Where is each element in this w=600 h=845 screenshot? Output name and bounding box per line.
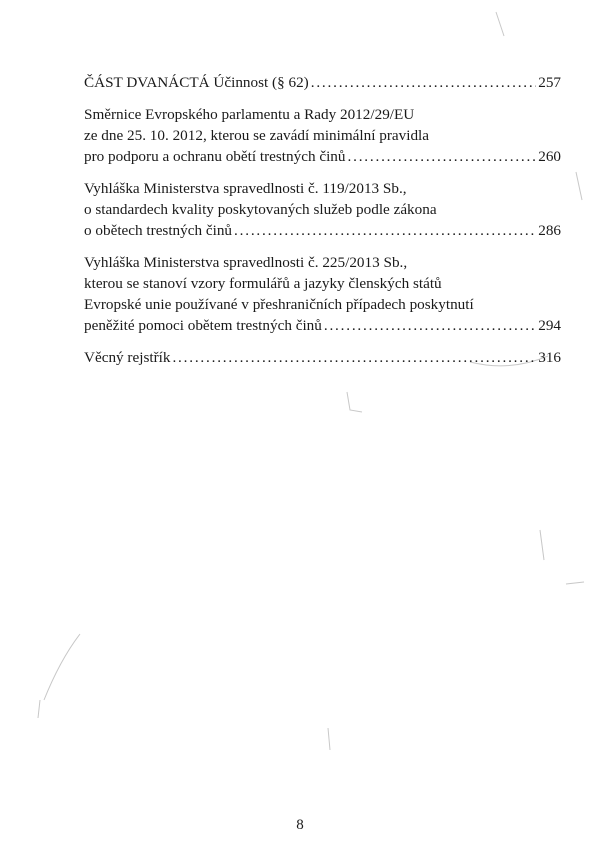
toc-entry-last-line bbox=[84, 146, 561, 167]
toc-entry-line: Vyhláška Ministerstva spravedlnosti č. 225/2013 Sb., bbox=[84, 254, 408, 271]
toc-page-number: 316 bbox=[538, 349, 561, 366]
dot-leader bbox=[234, 220, 536, 241]
toc-entry-line: o standardech kvality poskytovaných služeb podle zákona bbox=[84, 201, 437, 218]
toc-entry-title: o obětech trestných činů bbox=[84, 222, 233, 239]
toc-entry-line: ze dne 25. 10. 2012, kterou se zavádí minimální pravidla bbox=[84, 127, 429, 144]
dot-leader bbox=[311, 72, 536, 93]
toc-entry-vyhlaska-119-2013 bbox=[84, 178, 561, 241]
page-number: 8 bbox=[296, 817, 304, 833]
toc-entry-last-line bbox=[84, 347, 561, 368]
toc-entry-line: Evropské unie používané v přeshraničních případech poskytnutí bbox=[84, 296, 474, 313]
toc-entry-last-line bbox=[84, 72, 561, 93]
toc-entry-line: Směrnice Evropského parlamentu a Rady 2012/29/EU bbox=[84, 106, 415, 123]
toc-entry-last-line bbox=[84, 220, 561, 241]
dot-leader bbox=[348, 146, 537, 167]
toc-entry-last-line bbox=[84, 315, 561, 336]
toc-entry-vecny-rejstrik bbox=[84, 347, 561, 368]
toc-page-number: 286 bbox=[538, 222, 561, 239]
toc-entry-title: peněžité pomoci obětem trestných činů bbox=[84, 317, 322, 334]
toc-entry-line: kterou se stanoví vzory formulářů a jazyky členských států bbox=[84, 275, 442, 292]
toc-entry-title: Věcný rejstřík bbox=[84, 349, 171, 366]
dot-leader bbox=[324, 315, 536, 336]
toc-page-number: 294 bbox=[538, 317, 561, 334]
toc-entry-vyhlaska-225-2013 bbox=[84, 252, 561, 336]
toc-entry-title: ČÁST DVANÁCTÁ Účinnost (§ 62) bbox=[84, 74, 309, 91]
toc-entry-title: pro podporu a ochranu obětí trestných činů bbox=[84, 148, 346, 165]
table-of-contents bbox=[84, 72, 561, 379]
toc-page-number: 257 bbox=[538, 74, 561, 91]
toc-entry-smernice-2012-29-eu bbox=[84, 104, 561, 167]
dot-leader bbox=[172, 347, 536, 368]
toc-page-number: 260 bbox=[538, 148, 561, 165]
toc-entry-cast-dvanacta bbox=[84, 72, 561, 93]
toc-entry-line: Vyhláška Ministerstva spravedlnosti č. 119/2013 Sb., bbox=[84, 180, 407, 197]
